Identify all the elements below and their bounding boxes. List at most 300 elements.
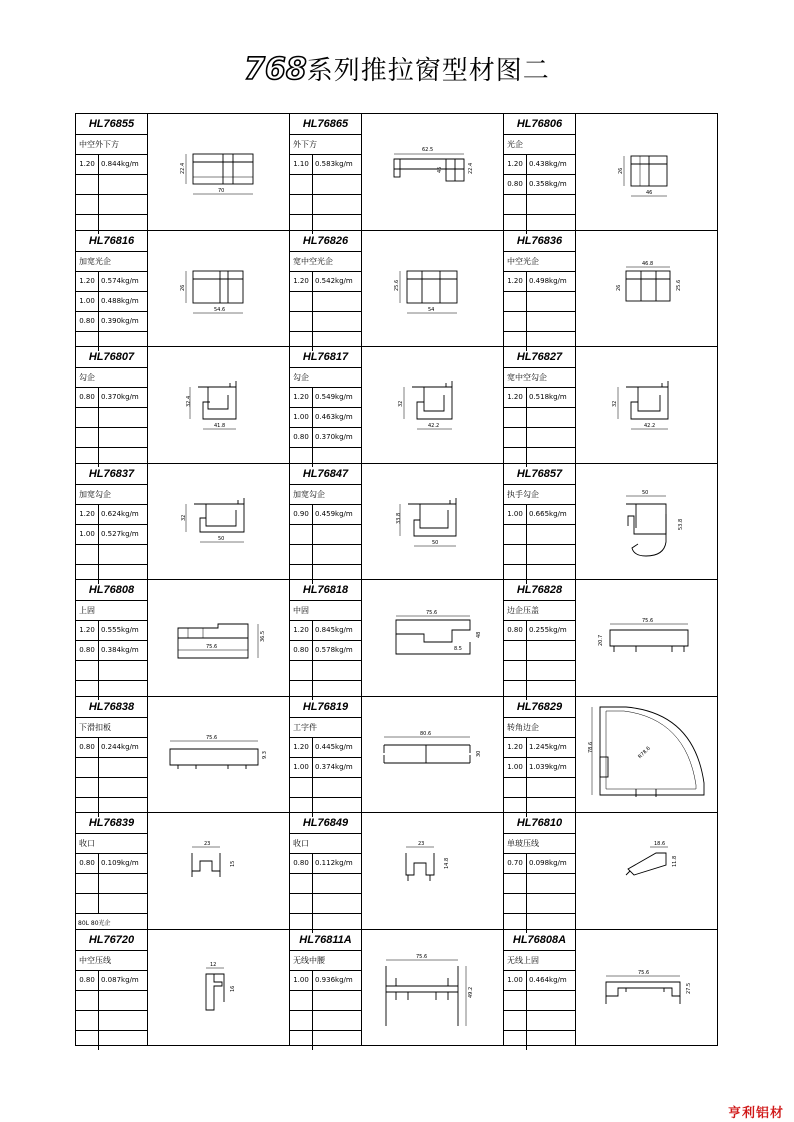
spec-row bbox=[504, 1031, 575, 1050]
spec-thickness: 0.80 bbox=[290, 854, 313, 873]
profile-section-drawing bbox=[148, 580, 290, 696]
spec-thickness bbox=[76, 545, 99, 564]
spec-weight: 0.459kg/m bbox=[315, 509, 353, 518]
svg-text:75.6: 75.6 bbox=[642, 618, 654, 624]
spec-row bbox=[504, 155, 575, 175]
spec-weight: 0.527kg/m bbox=[101, 529, 139, 538]
profile-section-drawing bbox=[576, 697, 718, 813]
spec-thickness: 1.20 bbox=[76, 621, 99, 640]
profile-section-drawing bbox=[576, 930, 718, 1046]
spec-row bbox=[76, 1011, 147, 1031]
spec-row bbox=[290, 175, 361, 195]
profile-info bbox=[76, 231, 148, 347]
svg-text:26: 26 bbox=[618, 167, 624, 174]
profile-section-drawing bbox=[148, 347, 290, 463]
spec-row bbox=[290, 1011, 361, 1031]
spec-weight: 0.574kg/m bbox=[101, 276, 139, 285]
profile-info bbox=[76, 930, 148, 1047]
svg-text:50: 50 bbox=[432, 539, 439, 546]
spec-weight: 0.384kg/m bbox=[101, 646, 139, 654]
spec-row bbox=[290, 738, 361, 758]
profile-drawing bbox=[362, 813, 504, 929]
profile-name: 加宽勾企 bbox=[290, 485, 361, 505]
spec-thickness bbox=[290, 991, 313, 1010]
spec-row bbox=[290, 272, 361, 292]
spec-weight: 0.583kg/m bbox=[315, 160, 353, 168]
spec-thickness: 0.80 bbox=[76, 388, 99, 407]
spec-weight: 0.488kg/m bbox=[101, 296, 139, 305]
spec-thickness bbox=[504, 525, 527, 544]
spec-row bbox=[76, 971, 147, 991]
svg-text:22.4: 22.4 bbox=[468, 162, 474, 174]
spec-thickness bbox=[290, 778, 313, 797]
svg-text:53.8: 53.8 bbox=[678, 518, 684, 530]
profile-name: 中空外下方 bbox=[76, 135, 147, 155]
profile-name: 收口 bbox=[290, 834, 361, 854]
spec-weight: 0.578kg/m bbox=[315, 646, 353, 654]
svg-text:22.4: 22.4 bbox=[180, 162, 186, 174]
svg-text:R78.6: R78.6 bbox=[637, 744, 652, 760]
profile-drawing bbox=[148, 464, 290, 580]
svg-text:75.6: 75.6 bbox=[206, 734, 218, 741]
svg-text:50: 50 bbox=[218, 535, 225, 542]
spec-row bbox=[76, 641, 147, 661]
spec-thickness: 0.80 bbox=[76, 641, 99, 660]
spec-row bbox=[504, 874, 575, 894]
spec-row bbox=[504, 428, 575, 448]
spec-thickness bbox=[76, 758, 99, 777]
spec-row bbox=[76, 195, 147, 215]
spec-weight: 0.844kg/m bbox=[101, 160, 139, 168]
profile-section-drawing bbox=[576, 231, 718, 347]
profile-section-drawing bbox=[362, 464, 504, 580]
spec-thickness: 0.80 bbox=[76, 971, 99, 990]
spec-row bbox=[76, 991, 147, 1011]
spec-thickness bbox=[76, 408, 99, 427]
spec-thickness bbox=[76, 894, 99, 913]
spec-row bbox=[76, 758, 147, 778]
spec-row bbox=[76, 388, 147, 408]
profile-name: 执手勾企 bbox=[504, 485, 575, 505]
spec-weight: 0.358kg/m bbox=[529, 180, 567, 188]
svg-text:70: 70 bbox=[218, 188, 225, 194]
spec-weight: 0.542kg/m bbox=[315, 276, 353, 285]
spec-thickness: 1.20 bbox=[504, 738, 527, 757]
spec-weight: 0.464kg/m bbox=[529, 975, 567, 984]
spec-weight: 0.463kg/m bbox=[315, 413, 353, 421]
svg-text:11.8: 11.8 bbox=[672, 855, 678, 867]
spec-row bbox=[76, 545, 147, 565]
profile-section-drawing bbox=[148, 697, 290, 813]
profile-info bbox=[504, 813, 576, 929]
profile-info bbox=[290, 114, 362, 230]
profile-info bbox=[504, 580, 576, 696]
profile-drawing bbox=[576, 114, 718, 230]
svg-text:25.6: 25.6 bbox=[394, 279, 400, 291]
profile-drawing bbox=[576, 347, 718, 463]
spec-thickness bbox=[76, 195, 99, 214]
spec-thickness bbox=[76, 778, 99, 797]
profile-cell bbox=[504, 697, 718, 814]
profile-info bbox=[290, 813, 362, 929]
svg-text:23: 23 bbox=[204, 841, 211, 847]
profile-name: 勾企 bbox=[290, 368, 361, 388]
spec-row bbox=[290, 778, 361, 798]
spec-weight: 1.039kg/m bbox=[529, 762, 567, 771]
profile-grid bbox=[75, 113, 718, 1046]
profile-cell bbox=[76, 697, 290, 814]
svg-text:8.5: 8.5 bbox=[454, 646, 462, 652]
spec-weight: 0.555kg/m bbox=[101, 626, 139, 634]
profile-drawing bbox=[362, 930, 504, 1047]
spec-thickness bbox=[290, 312, 313, 331]
spec-thickness bbox=[290, 292, 313, 311]
spec-thickness: 1.20 bbox=[76, 155, 99, 174]
profile-name: 中空压线 bbox=[76, 951, 147, 971]
spec-thickness bbox=[290, 525, 313, 544]
svg-text:49.2: 49.2 bbox=[468, 986, 474, 998]
title-series-number: 768 bbox=[244, 52, 307, 87]
spec-thickness: 1.20 bbox=[290, 621, 313, 640]
profile-cell bbox=[290, 464, 504, 581]
profile-section-drawing bbox=[362, 580, 504, 696]
spec-weight: 0.445kg/m bbox=[315, 742, 353, 751]
profile-drawing bbox=[362, 114, 504, 230]
profile-section-drawing bbox=[362, 697, 504, 813]
spec-row bbox=[76, 428, 147, 448]
svg-text:42.2: 42.2 bbox=[644, 423, 656, 429]
svg-text:62.5: 62.5 bbox=[422, 147, 434, 153]
spec-thickness: 1.20 bbox=[290, 738, 313, 757]
profile-note: 80L 80光企 bbox=[78, 920, 111, 927]
svg-text:23: 23 bbox=[418, 841, 425, 847]
profile-info bbox=[76, 464, 148, 580]
profile-drawing bbox=[576, 231, 718, 347]
spec-thickness: 1.00 bbox=[504, 758, 527, 777]
spec-thickness bbox=[290, 894, 313, 913]
spec-row bbox=[504, 292, 575, 312]
spec-thickness: 0.80 bbox=[290, 641, 313, 660]
profile-section-drawing bbox=[148, 114, 290, 230]
profile-code: HL76808 bbox=[76, 580, 147, 601]
profile-cell bbox=[504, 580, 718, 697]
spec-thickness bbox=[76, 991, 99, 1010]
profile-drawing bbox=[362, 580, 504, 696]
profile-info bbox=[504, 114, 576, 230]
profile-drawing bbox=[576, 930, 718, 1047]
svg-text:30: 30 bbox=[476, 750, 482, 757]
profile-code: HL76806 bbox=[504, 114, 575, 135]
spec-thickness: 0.80 bbox=[504, 175, 527, 194]
spec-thickness: 1.10 bbox=[290, 155, 313, 174]
spec-row bbox=[76, 621, 147, 641]
spec-thickness: 1.20 bbox=[290, 388, 313, 407]
svg-text:75.6: 75.6 bbox=[638, 969, 650, 976]
spec-thickness bbox=[504, 408, 527, 427]
profile-info bbox=[76, 114, 148, 230]
spec-thickness bbox=[76, 661, 99, 680]
profile-drawing bbox=[576, 464, 718, 580]
spec-row bbox=[290, 292, 361, 312]
spec-row bbox=[290, 971, 361, 991]
spec-row bbox=[290, 621, 361, 641]
profile-code: HL76838 bbox=[76, 697, 147, 718]
profile-cell bbox=[504, 930, 718, 1047]
svg-text:80.6: 80.6 bbox=[420, 730, 432, 737]
profile-cell bbox=[504, 813, 718, 930]
spec-row bbox=[290, 428, 361, 448]
profile-cell bbox=[290, 347, 504, 464]
spec-thickness: 0.80 bbox=[76, 854, 99, 873]
svg-text:33.8: 33.8 bbox=[396, 512, 402, 524]
profile-code: HL76857 bbox=[504, 464, 575, 485]
spec-row bbox=[290, 505, 361, 525]
svg-text:50: 50 bbox=[642, 489, 649, 496]
spec-row bbox=[290, 991, 361, 1011]
spec-weight: 0.098kg/m bbox=[529, 859, 567, 867]
profile-name: 无线上固 bbox=[504, 951, 575, 971]
brand-logo-text: 亨利铝材 bbox=[727, 1106, 784, 1121]
spec-row bbox=[290, 894, 361, 914]
profile-cell bbox=[290, 930, 504, 1047]
profile-section-drawing bbox=[362, 347, 504, 463]
profile-cell bbox=[76, 231, 290, 348]
profile-info bbox=[504, 930, 576, 1047]
spec-row bbox=[504, 621, 575, 641]
profile-info bbox=[290, 464, 362, 580]
profile-name: 宽中空光企 bbox=[290, 252, 361, 272]
profile-section-drawing bbox=[148, 930, 290, 1046]
spec-thickness bbox=[504, 641, 527, 660]
spec-row bbox=[76, 738, 147, 758]
spec-thickness bbox=[290, 175, 313, 194]
spec-thickness bbox=[504, 1011, 527, 1030]
profile-code: HL76837 bbox=[76, 464, 147, 485]
spec-row bbox=[290, 874, 361, 894]
spec-thickness bbox=[504, 991, 527, 1010]
svg-text:16: 16 bbox=[230, 985, 236, 992]
profile-drawing bbox=[362, 347, 504, 463]
spec-weight: 0.936kg/m bbox=[315, 975, 353, 984]
profile-name: 无线中腰 bbox=[290, 951, 361, 971]
spec-row bbox=[290, 195, 361, 215]
spec-thickness bbox=[504, 894, 527, 913]
spec-thickness: 0.80 bbox=[290, 428, 313, 447]
profile-info bbox=[504, 231, 576, 347]
svg-text:26: 26 bbox=[180, 284, 186, 291]
spec-row bbox=[290, 641, 361, 661]
profile-name: 单玻压线 bbox=[504, 834, 575, 854]
spec-weight: 0.498kg/m bbox=[529, 276, 567, 285]
spec-row bbox=[504, 525, 575, 545]
spec-thickness bbox=[290, 661, 313, 680]
profile-code: HL76828 bbox=[504, 580, 575, 601]
spec-thickness: 1.00 bbox=[504, 971, 527, 990]
spec-thickness: 1.20 bbox=[76, 272, 99, 291]
spec-weight: 0.438kg/m bbox=[529, 160, 567, 168]
spec-thickness: 1.20 bbox=[290, 272, 313, 291]
spec-row bbox=[290, 525, 361, 545]
spec-row bbox=[504, 661, 575, 681]
spec-thickness bbox=[504, 545, 527, 564]
spec-weight: 0.665kg/m bbox=[529, 509, 567, 518]
spec-weight: 0.109kg/m bbox=[101, 859, 139, 867]
spec-row bbox=[76, 312, 147, 332]
spec-weight: 0.624kg/m bbox=[101, 509, 139, 518]
spec-row bbox=[504, 408, 575, 428]
profile-drawing bbox=[576, 697, 718, 813]
profile-info bbox=[290, 347, 362, 463]
profile-drawing bbox=[148, 930, 290, 1047]
spec-thickness: 1.20 bbox=[504, 272, 527, 291]
profile-drawing bbox=[148, 347, 290, 463]
svg-text:41.8: 41.8 bbox=[214, 423, 226, 429]
spec-row bbox=[504, 505, 575, 525]
profile-cell bbox=[76, 114, 290, 231]
profile-cell bbox=[290, 231, 504, 348]
profile-code: HL76817 bbox=[290, 347, 361, 368]
profile-cell bbox=[76, 813, 290, 930]
spec-weight: 0.518kg/m bbox=[529, 393, 567, 401]
svg-text:54.6: 54.6 bbox=[214, 306, 226, 313]
spec-thickness: 1.00 bbox=[76, 292, 99, 311]
spec-row bbox=[504, 991, 575, 1011]
svg-text:20.7: 20.7 bbox=[598, 634, 604, 646]
profile-cell bbox=[504, 464, 718, 581]
profile-info bbox=[290, 580, 362, 696]
spec-thickness bbox=[504, 195, 527, 214]
spec-row bbox=[290, 408, 361, 428]
spec-thickness bbox=[76, 874, 99, 893]
spec-row bbox=[504, 175, 575, 195]
spec-row bbox=[76, 894, 147, 914]
profile-code: HL76847 bbox=[290, 464, 361, 485]
profile-info bbox=[504, 697, 576, 813]
svg-text:18.6: 18.6 bbox=[654, 841, 666, 847]
profile-code: HL76811A bbox=[290, 930, 361, 951]
profile-code: HL76826 bbox=[290, 231, 361, 252]
svg-text:32: 32 bbox=[181, 514, 187, 521]
svg-text:32: 32 bbox=[398, 400, 404, 407]
profile-section-drawing bbox=[148, 813, 290, 929]
spec-thickness bbox=[504, 874, 527, 893]
spec-row bbox=[76, 155, 147, 175]
profile-cell bbox=[504, 114, 718, 231]
svg-text:78.6: 78.6 bbox=[588, 741, 594, 753]
spec-row bbox=[504, 312, 575, 332]
spec-thickness: 1.20 bbox=[504, 155, 527, 174]
spec-thickness bbox=[290, 195, 313, 214]
svg-text:32.4: 32.4 bbox=[186, 395, 192, 407]
profile-code: HL76836 bbox=[504, 231, 575, 252]
profile-name: 加宽光企 bbox=[76, 252, 147, 272]
profile-section-drawing bbox=[362, 231, 504, 347]
svg-text:46.8: 46.8 bbox=[642, 260, 654, 267]
spec-thickness bbox=[504, 661, 527, 680]
spec-thickness bbox=[504, 312, 527, 331]
spec-row bbox=[76, 292, 147, 312]
spec-row bbox=[504, 971, 575, 991]
profile-cell bbox=[290, 697, 504, 814]
profile-name: 勾企 bbox=[76, 368, 147, 388]
spec-row bbox=[504, 272, 575, 292]
spec-weight: 0.087kg/m bbox=[101, 975, 139, 984]
profile-drawing bbox=[362, 697, 504, 813]
spec-row bbox=[290, 1031, 361, 1050]
profile-section-drawing bbox=[148, 231, 290, 347]
profile-drawing bbox=[576, 813, 718, 929]
spec-thickness: 1.20 bbox=[76, 505, 99, 524]
svg-text:45: 45 bbox=[437, 166, 443, 173]
spec-thickness bbox=[504, 778, 527, 797]
profile-cell bbox=[76, 580, 290, 697]
spec-row bbox=[76, 778, 147, 798]
spec-thickness: 0.80 bbox=[504, 621, 527, 640]
profile-info bbox=[290, 930, 362, 1047]
spec-row bbox=[290, 854, 361, 874]
spec-thickness: 0.80 bbox=[76, 312, 99, 331]
svg-text:42.2: 42.2 bbox=[428, 423, 440, 429]
spec-row bbox=[76, 505, 147, 525]
spec-row bbox=[76, 661, 147, 681]
spec-thickness bbox=[504, 428, 527, 447]
spec-row bbox=[504, 854, 575, 874]
spec-row bbox=[76, 1031, 147, 1050]
profile-code: HL76829 bbox=[504, 697, 575, 718]
spec-row bbox=[504, 1011, 575, 1031]
profile-code: HL76865 bbox=[290, 114, 361, 135]
profile-code: HL76827 bbox=[504, 347, 575, 368]
spec-weight: 0.390kg/m bbox=[101, 316, 139, 325]
spec-weight: 0.244kg/m bbox=[101, 742, 139, 751]
spec-weight: 0.370kg/m bbox=[315, 433, 353, 441]
spec-row bbox=[504, 195, 575, 215]
spec-row bbox=[504, 758, 575, 778]
profile-drawing bbox=[148, 697, 290, 813]
profile-name: 中固 bbox=[290, 601, 361, 621]
svg-text:54: 54 bbox=[428, 306, 435, 313]
profile-name: 工字件 bbox=[290, 718, 361, 738]
spec-row bbox=[76, 272, 147, 292]
profile-name: 上固 bbox=[76, 601, 147, 621]
spec-thickness bbox=[76, 428, 99, 447]
spec-row bbox=[290, 312, 361, 332]
spec-weight: 0.845kg/m bbox=[315, 626, 353, 634]
profile-section-drawing bbox=[576, 464, 718, 580]
profile-section-drawing bbox=[576, 114, 718, 230]
title-text: 系列推拉窗型材图二 bbox=[306, 56, 550, 86]
profile-name: 加宽勾企 bbox=[76, 485, 147, 505]
svg-text:14.8: 14.8 bbox=[444, 857, 450, 869]
spec-weight: 1.245kg/m bbox=[529, 742, 567, 751]
profile-code: HL76819 bbox=[290, 697, 361, 718]
profile-drawing bbox=[148, 580, 290, 696]
spec-weight: 0.374kg/m bbox=[315, 762, 353, 771]
profile-info bbox=[76, 347, 148, 463]
profile-code: HL76816 bbox=[76, 231, 147, 252]
spec-row bbox=[504, 778, 575, 798]
spec-row bbox=[290, 661, 361, 681]
profile-drawing bbox=[362, 231, 504, 347]
spec-thickness bbox=[290, 874, 313, 893]
profile-section-drawing bbox=[576, 347, 718, 463]
spec-thickness bbox=[76, 1011, 99, 1030]
profile-code: HL76849 bbox=[290, 813, 361, 834]
profile-cell bbox=[504, 347, 718, 464]
profile-section-drawing bbox=[576, 813, 718, 929]
spec-row bbox=[76, 175, 147, 195]
profile-drawing bbox=[148, 813, 290, 929]
